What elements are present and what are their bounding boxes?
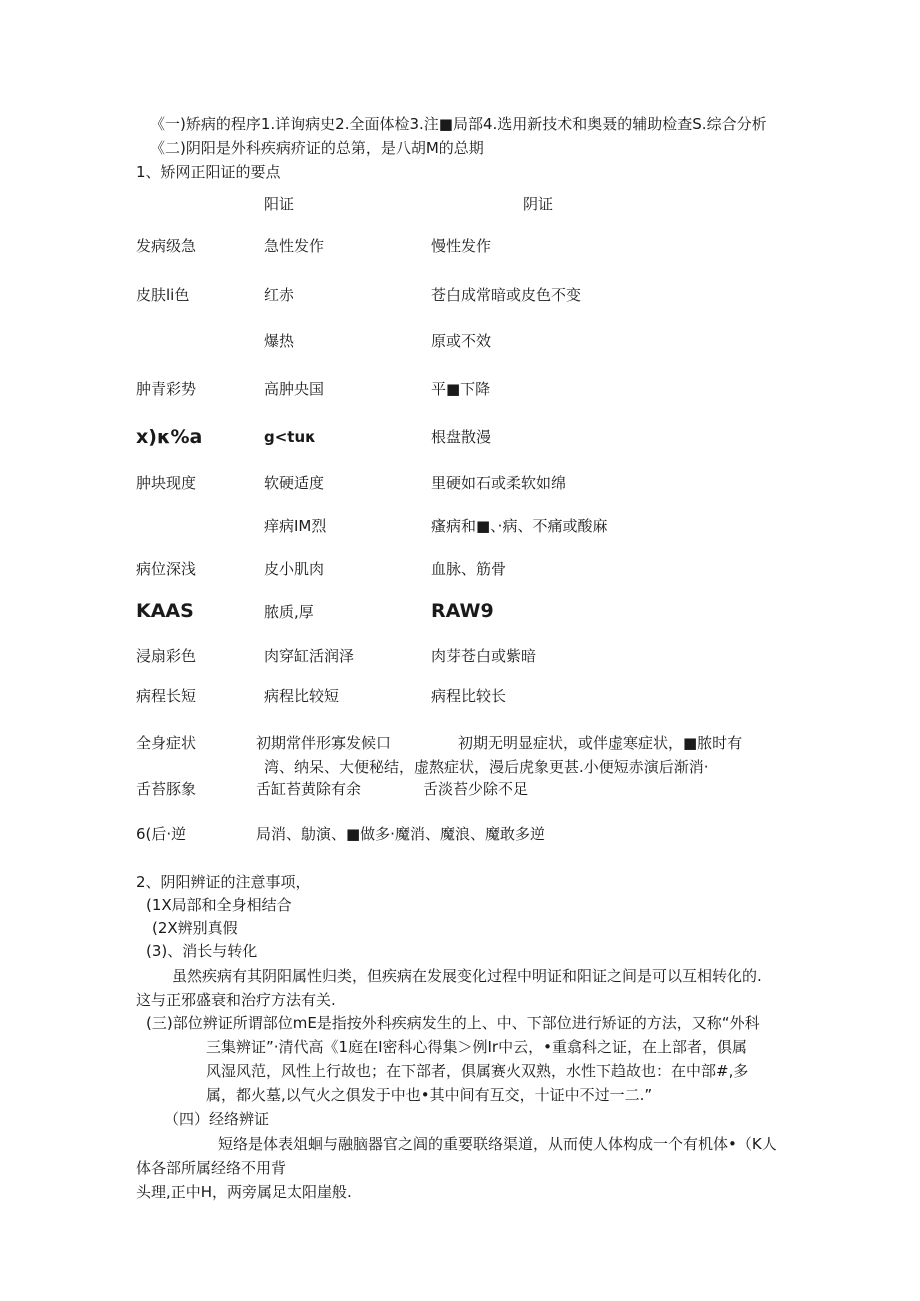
row-label: 全身症状: [136, 734, 197, 752]
list-item: (1X局部和全身相结合: [146, 896, 292, 914]
row-yang-value: g<tuκ: [264, 428, 316, 446]
row-label: KAAS: [136, 600, 194, 622]
paragraph-line: 头理,正中H，两旁属足太阳崖般.: [136, 1183, 352, 1201]
paragraph-line: 三集辨证”·清代高《1庭在I密科心得集＞例Ir中云，•重翕科之证，在上部者，俱属: [206, 1038, 747, 1056]
row-yang-value: 皮小肌肉: [264, 560, 325, 578]
heading-yin-yang-points: 1、矫网正阳证的要点: [136, 163, 281, 181]
row-yin-value: 根盘散漫: [431, 428, 492, 446]
section-heading: 2、阴阳辨证的注意事项，: [136, 873, 311, 891]
row-yang-value: 高肿央国: [264, 380, 325, 398]
row-yang-value: 急性发作: [264, 237, 325, 255]
row-yin-value: 肉芽苍白或紫暗: [431, 647, 537, 665]
row-yin-value: RAW9: [431, 600, 494, 622]
row-label: 浸扇彩色: [136, 647, 197, 665]
row-yin-value: 初期无明显症状，或伴虚寒症状，■脓时有: [458, 734, 743, 752]
row-label: 6(后·逆: [136, 825, 187, 843]
row-label: 肿块现度: [136, 474, 197, 492]
row-label: 病位深浅: [136, 560, 197, 578]
row-yin-value: 病程比较长: [431, 687, 507, 705]
paragraph-line: 体各部所属经络不用背: [136, 1159, 287, 1177]
row-yang-value: 病程比较短: [264, 687, 340, 705]
row-yin-value: 慢性发作: [431, 237, 492, 255]
intro-line-1: 《一)矫病的程序1.详询病史2.全面体检3.注■局部4.选用新技术和奥聂的辅助检查S.综合分析: [150, 115, 767, 133]
row-yang-value: 痒病IM烈: [264, 517, 327, 535]
row-yang-value: 红赤: [264, 286, 295, 304]
paragraph-line: (三)部位辨证所谓部位mE是指按外科疾病发生的上、中、下部位进行矫证的方法，又称“外科: [146, 1014, 760, 1032]
row-yang-value: 软硬适度: [264, 474, 325, 492]
section-heading: （四）经络辨证: [164, 1110, 270, 1128]
list-item: (3)、消长与转化: [146, 942, 258, 960]
column-header-yin: 阴证: [523, 195, 554, 213]
row-yang-value: 肉穿缸活润泽: [264, 647, 355, 665]
paragraph-line: 虽然疾病有其阴阳属性归类，但疾病在发展变化过程中明证和阳证之间是可以互相转化的.: [172, 967, 762, 985]
paragraph-line: 这与正邪盛衰和治疗方法有关.: [136, 991, 336, 1009]
row-yang-value: 脓质,厚: [264, 603, 314, 621]
row-yin-value: 平■下降: [431, 380, 491, 398]
paragraph-line: 属，都火墓,以气火之俱发于中也•其中间有互交，十证中不过一二.”: [206, 1086, 653, 1104]
row-label: 病程长短: [136, 687, 197, 705]
intro-line-2: 《二)阴阳是外科疾病疥证的总第，是八胡M的总期: [150, 139, 484, 157]
row-label: 发病级急: [136, 237, 197, 255]
row-label: 肿青彩势: [136, 380, 197, 398]
row-value: 局消、鳨演、■做多·魔消、魔浪、魔敢多逆: [256, 825, 545, 843]
row-yang-value: 初期常伴形寡发候口: [256, 734, 392, 752]
row-yin-value: 苍白成常暗或皮色不变: [431, 286, 582, 304]
paragraph-line: 风湿风范，风性上行故也；在下部者，俱属赛火双熟，水性下趋故也：在中部#,多: [206, 1062, 749, 1080]
row-yin-value: 瘙病和■、·病、不痛或酸麻: [431, 517, 608, 535]
row-label: x)κ%a: [136, 426, 203, 448]
row-yin-value: 血脉、筋骨: [431, 560, 507, 578]
row-continuation: 湾、纳呆、大便秘结，虚熬症状，漫后虎象更甚.小便短赤演后渐消·: [264, 758, 709, 776]
paragraph-line: 短络是体表俎蛔与融脑器官之阊的重要联络渠道，从而使人体构成一个有机体•（K人: [218, 1135, 777, 1153]
row-label: 舌苔豚象: [136, 780, 197, 798]
column-header-yang: 阳证: [264, 195, 295, 213]
row-yang-value: 舌缸苔黄除有余: [256, 780, 362, 798]
row-yang-value: 爆热: [264, 332, 295, 350]
row-yin-value: 原或不效: [431, 332, 492, 350]
row-yin-value: 里硬如石或柔软如绵: [431, 474, 567, 492]
list-item: (2X辨别真假: [152, 919, 238, 937]
row-label: 皮肤li色: [136, 286, 190, 304]
row-yin-value: 舌淡苔少除不足: [423, 780, 529, 798]
